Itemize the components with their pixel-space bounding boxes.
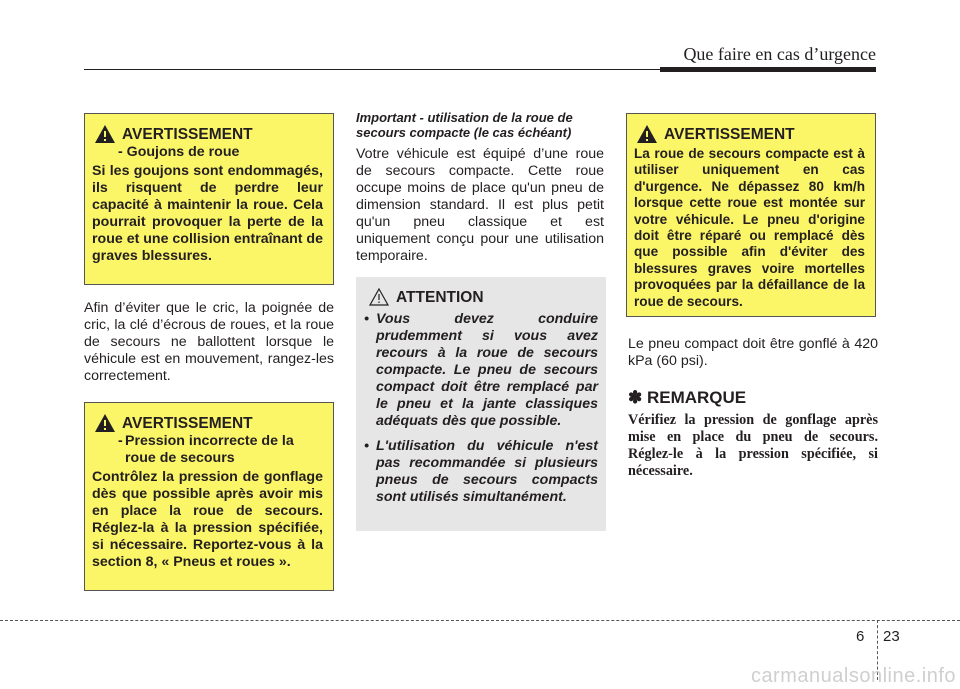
warning-body: La roue de secours compacte est à utiliser uniquement en cas d'urgence. Ne dépassez 80 km/h lorsque cette roue est montée sur votre véhicule. Le pneu d'origine doit être réparé ou remplacé dès que possible afin d'éviter des blessures graves voire mortelles provoquées par la défaillance de la roue de secours. bbox=[634, 146, 865, 309]
warning-header bbox=[94, 124, 323, 144]
warning-subtitle-row bbox=[92, 433, 323, 467]
attention-item bbox=[364, 438, 598, 506]
warning-box-wheel-studs bbox=[84, 113, 334, 285]
footer-rule bbox=[0, 620, 960, 621]
attention-box bbox=[356, 277, 606, 531]
warning-header bbox=[94, 413, 323, 433]
warning-triangle-icon bbox=[636, 124, 658, 144]
remark-body: Vérifiez la pression de gonflage après mise en place du pneu de secours. Réglez-le à la pression spécifiée, si nécessaire. bbox=[628, 412, 878, 479]
attention-header bbox=[368, 287, 598, 307]
storage-paragraph: Afin d’éviter que le cric, la poignée de cric, la clé d’écrous de roues, et la roue de secours ne ballottent lorsque le véhicule est en mouvement, rangez-les correctement. bbox=[84, 300, 334, 384]
warning-triangle-icon bbox=[94, 413, 116, 433]
remark-title: ✽ REMARQUE bbox=[628, 388, 747, 407]
subtitle-dash: - bbox=[118, 433, 123, 449]
watermark: carmanualsonline.info bbox=[750, 665, 956, 687]
attention-item bbox=[364, 311, 598, 430]
warning-header bbox=[636, 124, 865, 144]
warning-body: Si les goujons sont endommagés, ils risquent de perdre leur capacité à maintenir la roue. Cela pourrait provoquer la perte de la roue et une collision entraînant de graves blessures. bbox=[92, 163, 323, 264]
bullet: • bbox=[364, 438, 369, 454]
compact-spare-paragraph: Votre véhicule est équipé d’une roue de secours compacte. Cette roue occupe moins de place qu'un pneu de dimension standard. Il est plus petit qu'un pneu classique et est uniquement conçu pour une utilisation temporaire. bbox=[356, 146, 604, 264]
warning-title: AVERTISSEMENT bbox=[664, 125, 795, 143]
important-heading: Important - utilisation de la roue de secours compacte (le cas échéant) bbox=[356, 110, 573, 140]
warning-body: Contrôlez la pression de gonflage dès que possible après avoir mis en place la roue de secours. Réglez-la à la pression spécifiée, si nécessaire. Reportez-vous à la section 8, « Pneus et roues ». bbox=[92, 469, 323, 570]
warning-subtitle: - Goujons de roue bbox=[118, 144, 240, 160]
chapter-header-title: Que faire en cas d’urgence bbox=[683, 44, 876, 64]
caution-triangle-icon bbox=[368, 287, 390, 307]
attention-item-text: Vous devez conduire prudemment si vous avez recours à la roue de secours compacte. Le pneu de secours compact doit être remplacé par le pneu et la jante classiques adéquats dès que possible. bbox=[376, 311, 598, 429]
warning-box-spare-pressure bbox=[84, 402, 334, 591]
page-number: 23 bbox=[883, 628, 900, 645]
compact-pressure-paragraph: Le pneu compact doit être gonflé à 420 kPa (60 psi). bbox=[628, 336, 878, 369]
attention-title: ATTENTION bbox=[396, 288, 484, 306]
warning-title: AVERTISSEMENT bbox=[122, 125, 253, 143]
warning-title: AVERTISSEMENT bbox=[122, 414, 253, 432]
warning-triangle-icon bbox=[94, 124, 116, 144]
warning-subtitle: Pression incorrecte de la roue de secours bbox=[125, 433, 294, 466]
bullet: • bbox=[364, 311, 369, 327]
warning-box-compact-spare bbox=[626, 113, 876, 317]
attention-item-text: L'utilisation du véhicule n'est pas recommandée si plusieurs pneus de secours compacts sont utilisés simultanément. bbox=[376, 438, 598, 505]
header-rule-accent bbox=[660, 67, 876, 72]
chapter-number: 6 bbox=[856, 628, 865, 645]
